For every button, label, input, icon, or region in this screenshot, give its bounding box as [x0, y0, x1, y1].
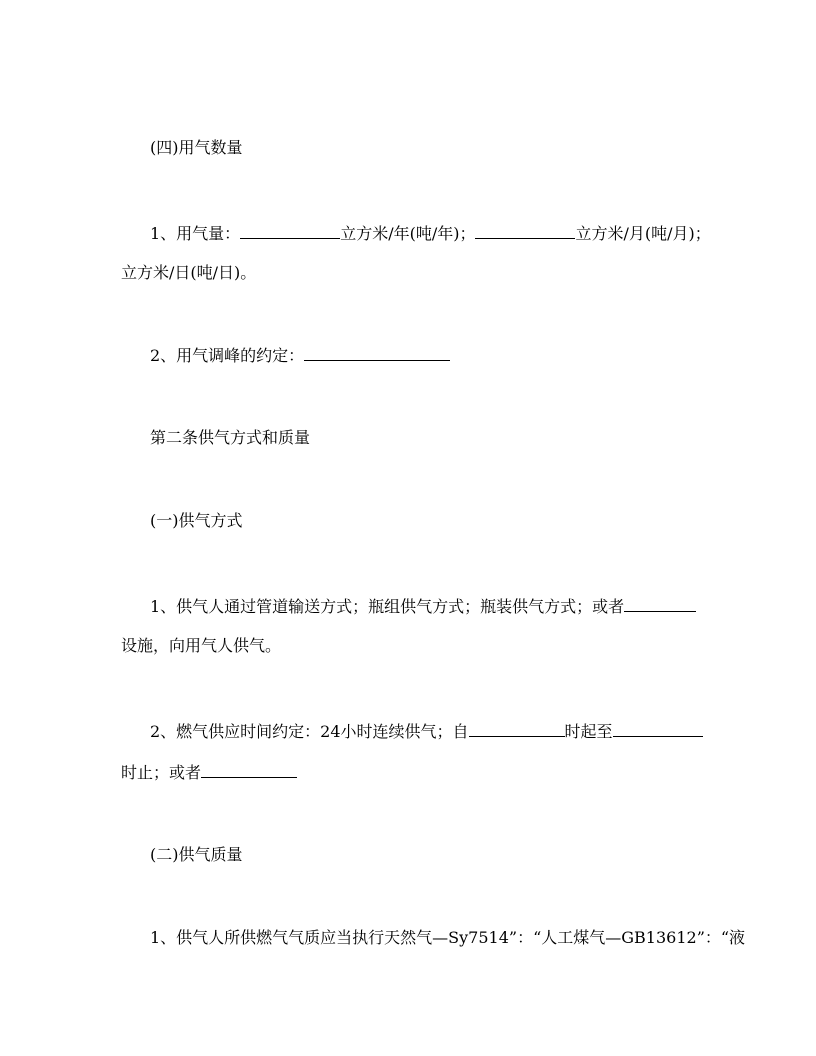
end-time-field[interactable]	[613, 720, 703, 737]
peak-regulation-line	[150, 344, 450, 364]
peak-regulation-field[interactable]	[304, 344, 450, 361]
annual-volume-field[interactable]	[240, 222, 340, 239]
quality-heading-text: (二)供气质量	[150, 845, 243, 864]
supply-method-text: 1、供气人通过管道输送方式；瓶组供气方式；瓶装供气方式；或者	[150, 597, 625, 616]
peak-regulation-label: 2、用气调峰的约定：	[150, 346, 305, 365]
section-heading-text: (四)用气数量	[150, 138, 243, 157]
other-time-field[interactable]	[201, 761, 297, 778]
subsection-heading-text: (一)供气方式	[150, 511, 243, 530]
daily-unit-text: 立方米/日(吨/日)。	[121, 263, 257, 282]
supply-time-continuation-text: 时止；或者	[121, 763, 202, 782]
subsection-heading-supply-quality	[150, 845, 243, 865]
supply-method-continuation-text: 设施，向用气人供气。	[121, 636, 282, 655]
supply-quality-text: 1、供气人所供燃气气质应当执行天然气—Sy7514”：“人工煤气—GB13612”：“液	[150, 928, 746, 947]
other-method-field[interactable]	[624, 595, 696, 612]
supply-method-line	[150, 595, 696, 615]
article-heading-text: 第二条供气方式和质量	[150, 428, 311, 447]
start-time-field[interactable]	[469, 720, 565, 737]
monthly-volume-field[interactable]	[475, 222, 575, 239]
monthly-unit-text: 立方米/月(吨/月)；	[575, 224, 711, 243]
supply-time-text: 2、燃气供应时间约定：24小时连续供气；自	[150, 722, 469, 741]
gas-volume-label: 1、用气量：	[150, 224, 241, 243]
supply-quality-line	[150, 928, 745, 948]
supply-time-middle: 时起至	[564, 722, 613, 741]
article-heading-supply	[150, 428, 310, 448]
supply-time-continuation	[121, 761, 297, 781]
subsection-heading-supply-method	[150, 511, 243, 531]
annual-unit-text: 立方米/年(吨/年)；	[340, 224, 476, 243]
supply-method-continuation	[121, 636, 281, 656]
daily-volume-line	[121, 263, 256, 283]
gas-volume-line	[150, 222, 711, 242]
supply-time-line	[150, 720, 703, 740]
section-heading-gas-quantity	[150, 138, 243, 158]
